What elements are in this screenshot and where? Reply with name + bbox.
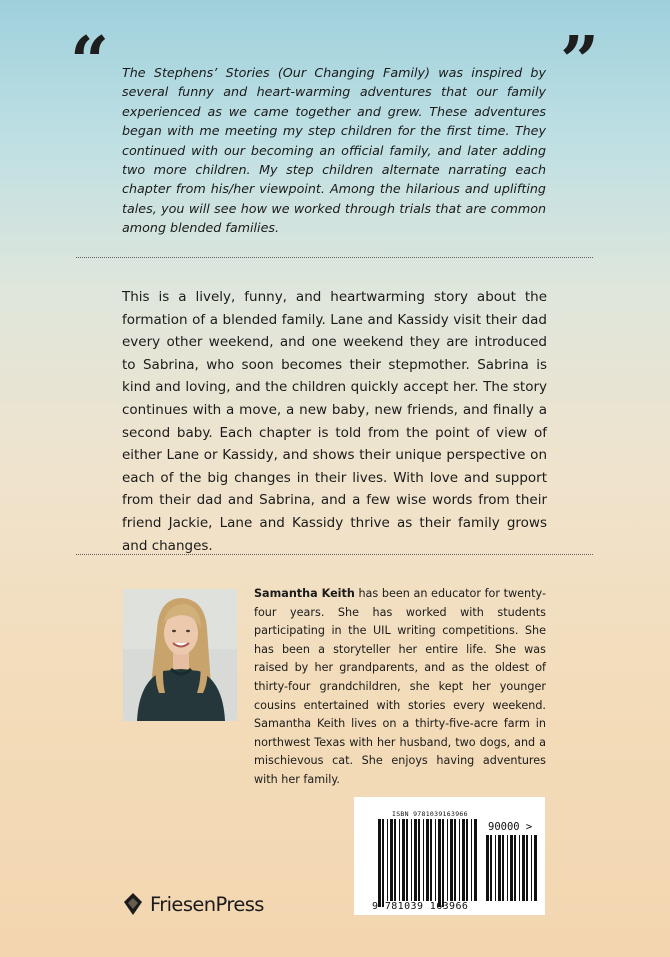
barcode-bar: [447, 819, 448, 901]
barcode-bar: [510, 835, 513, 901]
barcode-bar: [402, 819, 405, 901]
author-quote: The Stephens’ Stories (Our Changing Family) was inspired by several funny and heart-warming adventures that our family experienced as we came together and grew. These adventures began with me meeting my step children for the first time. They continued with our becoming an official family, and later adding two more children. My step children alternate narrating each chapter from his/her viewpoint. Among the hilarious and uplifting tales, you will see how we worked through trials that are common among blended families.: [122, 65, 546, 236]
barcode-bar: [502, 835, 504, 901]
close-quote-mark: ”: [560, 22, 600, 102]
isbn-digits: 9 781039 163966: [372, 901, 469, 912]
author-bio-text: has been an educator for twenty-four years. She has worked with students participating in the UIL writing competitions. She has been a storyteller her entire life. She was raised by her grandparents, and as the oldest of thirty-four grandchildren, she kept her younger cousins entertained with stories every weekend. Samantha Keith lives on a thirty-five-acre farm in northwest Texas with her husband, two dogs, and a mischievous cat. She enjoys having adventures with her family.: [254, 587, 546, 786]
author-name: Samantha Keith: [254, 587, 355, 600]
barcode-bar: [414, 819, 417, 901]
author-bio: [254, 585, 546, 790]
barcode-bar: [382, 819, 384, 907]
price-code: 90000 >: [488, 821, 533, 833]
barcode-bar: [387, 819, 388, 901]
barcode-bar: [435, 819, 436, 901]
barcode-bar: [514, 835, 516, 901]
barcode-bar: [459, 819, 460, 901]
diamond-logo-icon: [123, 892, 143, 916]
barcode-bar: [507, 835, 508, 901]
barcode-bar: [454, 819, 456, 901]
isbn-barcode: [354, 797, 545, 915]
barcode-bar: [423, 819, 424, 901]
dotted-divider: [76, 257, 593, 258]
barcode-bar: [526, 835, 528, 901]
isbn-label: ISBN 9781039163966: [392, 810, 468, 818]
barcode-bar: [378, 819, 381, 907]
barcode-bar: [394, 819, 396, 901]
barcode-bar: [418, 819, 420, 901]
publisher-name: FriesenPress: [150, 892, 264, 916]
barcode-bar: [390, 819, 393, 901]
barcode-bar: [466, 819, 468, 901]
book-summary: This is a lively, funny, and heartwarming story about the formation of a blended family. Lane and Kassidy visit their dad every other weekend, and one weekend they are introduced to Sabrina, who soon becomes their stepmother. Sabrina is kind and loving, and the children quickly accept her. The story continues with a move, a new baby, new friends, and finally a second baby. Each chapter is told from the point of view of either Lane or Kassidy, and shows their unique perspective on each of the big changes in their lives. With love and support from their dad and Sabrina, and a few wise words from their friend Jackie, Lane and Kassidy thrive as their family grows and changes.: [122, 289, 547, 554]
barcode-bar: [474, 819, 477, 901]
barcode-bar: [486, 835, 489, 901]
barcode-bar: [490, 835, 492, 901]
barcode-bar: [462, 819, 465, 901]
open-quote-mark: “: [70, 22, 110, 102]
barcode-bar: [426, 819, 429, 901]
barcode-bar: [522, 835, 525, 901]
barcode-bars: [354, 797, 545, 915]
barcode-bar: [430, 819, 432, 901]
barcode-bar: [399, 819, 400, 901]
barcode-bar: [442, 819, 444, 907]
barcode-bar: [498, 835, 501, 901]
barcode-bar: [519, 835, 520, 901]
author-photo: [123, 589, 237, 721]
barcode-bar: [531, 835, 532, 901]
barcode-bar: [495, 835, 496, 901]
dotted-divider: [76, 554, 593, 555]
author-portrait-illustration: [123, 589, 237, 721]
barcode-bar: [450, 819, 453, 901]
barcode-bar: [534, 835, 537, 901]
barcode-bar: [411, 819, 412, 901]
barcode-bar: [406, 819, 408, 901]
barcode-bar: [471, 819, 472, 901]
barcode-bar: [438, 819, 441, 907]
publisher-logo: [123, 888, 264, 920]
